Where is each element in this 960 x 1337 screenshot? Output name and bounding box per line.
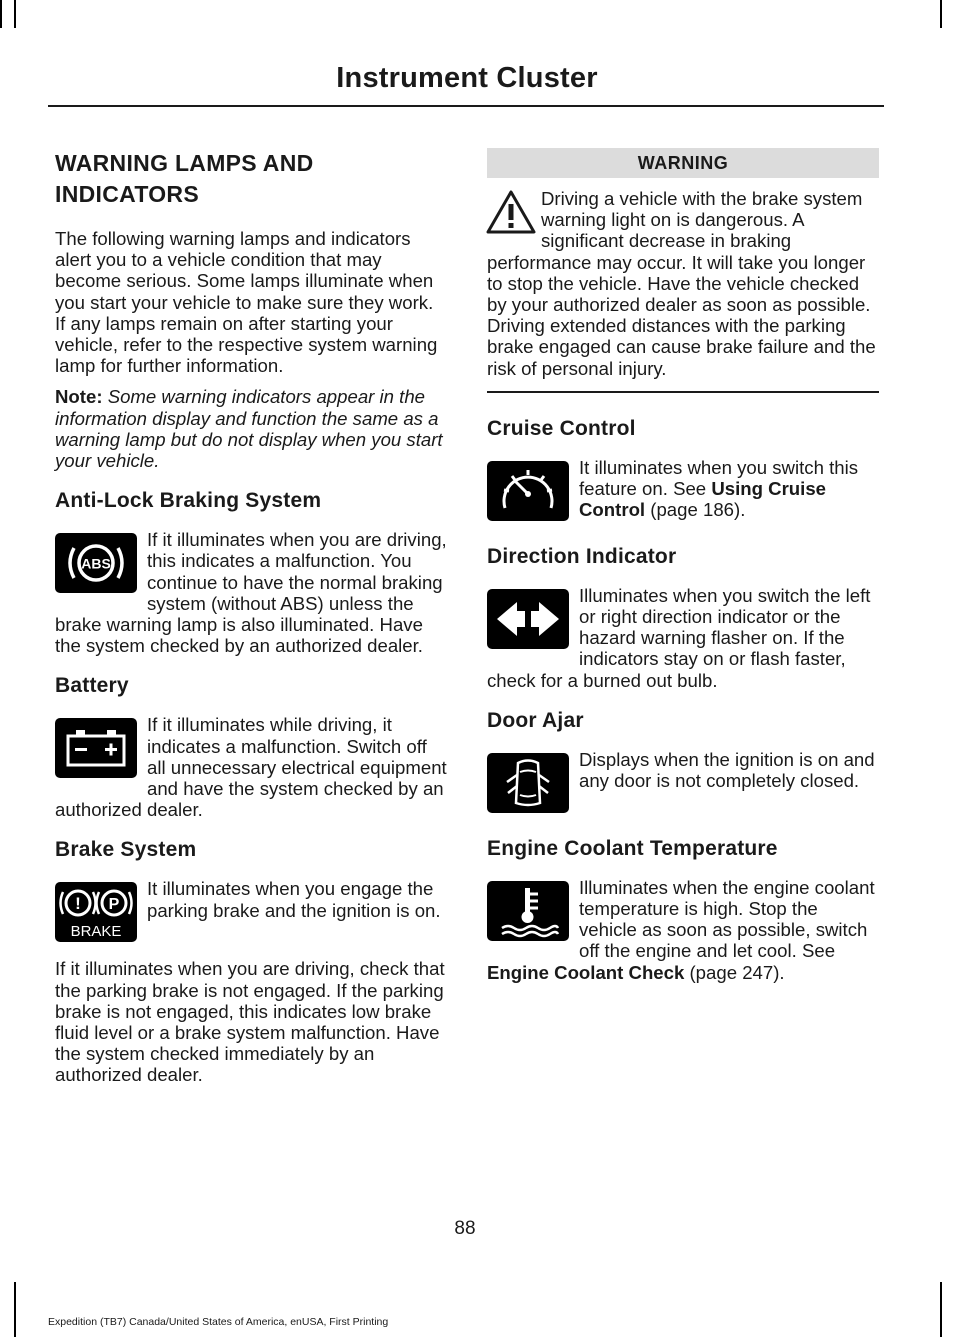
abs-icon-label: ABS	[81, 555, 111, 572]
brake-text-2: If it illuminates when you are driving, check that the parking brake is not engaged. If the parking brake is not engaged, this indicates low brake fluid level or a brake system malfunction. Have the system checked immediately by an authorized dealer.	[55, 958, 445, 1086]
warning-divider	[487, 391, 879, 393]
abs-text: If it illuminates when you are driving, this indicates a malfunction. You continue to have the normal braking system (without ABS) unless the brake warning lamp is also illuminated. Have the system checked by an authorized dealer.	[55, 529, 447, 657]
note-paragraph	[55, 386, 447, 471]
footer-text: Expedition (TB7) Canada/United States of America, enUSA, First Printing	[48, 1316, 389, 1328]
crop-mark	[14, 0, 16, 28]
warning-bar: WARNING	[487, 148, 879, 178]
intro-paragraph: The following warning lamps and indicators alert you to a vehicle condition that may become serious. Some lamps illuminate when you start your vehicle to make sure they work. If any lamps remain on after starting your vehicle, refer to the respective system warning lamp for further information.	[55, 228, 438, 377]
coolant-temperature-icon	[487, 881, 569, 941]
door-text: Displays when the ignition is on and any door is not completely closed.	[579, 748, 875, 792]
page-number: 88	[454, 1218, 476, 1239]
abs-entry	[55, 529, 447, 656]
battery-heading: Battery	[55, 674, 129, 698]
brake-heading: Brake System	[55, 838, 197, 862]
note-text: Some warning indicators appear in the information display and function the same as a warning lamp but do not display when you start your vehicle.	[55, 386, 443, 472]
cruise-text: It illuminates when you switch this feature on. See Using Cruise Control (page 186).	[579, 456, 859, 521]
coolant-heading: Engine Coolant Temperature	[487, 836, 778, 860]
crop-mark	[940, 0, 942, 28]
section-title: WARNING LAMPS AND INDICATORS	[55, 150, 314, 207]
brake-icon-label: BRAKE	[70, 923, 122, 941]
battery-entry	[55, 714, 447, 820]
left-column	[55, 140, 447, 1100]
coolant-entry	[487, 877, 879, 983]
brake-icon-p: P	[108, 896, 120, 914]
speedometer-icon	[487, 461, 569, 521]
brake-text-1: It illuminates when you engage the parking brake and the ignition is on.	[147, 878, 441, 921]
cruise-heading: Cruise Control	[487, 416, 636, 440]
right-column	[487, 140, 879, 997]
header-divider	[48, 105, 884, 107]
door-ajar-icon	[487, 753, 569, 813]
brake-entry	[55, 878, 447, 1085]
coolant-link[interactable]: Engine Coolant Check	[487, 961, 685, 983]
crop-mark	[940, 1282, 942, 1337]
note-label: Note:	[55, 386, 103, 408]
door-heading: Door Ajar	[487, 708, 584, 732]
brake-icon-exclamation: !	[75, 894, 81, 914]
crop-mark	[14, 1282, 16, 1337]
direction-heading: Direction Indicator	[487, 544, 677, 568]
coolant-text: Illuminates when the engine coolant temperature is high. Stop the vehicle as soon as possible, switch off the engine and let cool. See Engine Coolant Check (page 247).	[487, 876, 875, 983]
cruise-link[interactable]: Using Cruise Control	[579, 478, 827, 521]
warning-text: Driving a vehicle with the brake system warning light on is dangerous. A significant decrease in braking performance may occur. It will take you longer to stop the vehicle. Have the vehicle checked by your authorized dealer as soon as possible. Driving extended distances with the parking brake engaged can cause brake failure and the risk of personal injury.	[487, 188, 876, 379]
abs-warning-icon	[55, 533, 137, 593]
cruise-entry	[487, 457, 879, 527]
direction-text: Illuminates when you switch the left or right direction indicator or the hazard warning flasher on. If the indicators stay on or flash faster, check for a burned out bulb.	[487, 584, 871, 691]
page-header-title: Instrument Cluster	[336, 62, 598, 94]
abs-heading: Anti-Lock Braking System	[55, 489, 322, 513]
door-entry	[487, 749, 879, 819]
crop-mark	[0, 0, 2, 28]
brake-warning-icon	[55, 882, 137, 942]
turn-arrows-icon	[487, 589, 569, 649]
battery-icon	[55, 718, 137, 778]
battery-text: If it illuminates while driving, it indicates a malfunction. Switch off all unnecessary electrical equipment and have the system checked by an authorized dealer.	[55, 714, 447, 821]
warning-triangle-icon	[485, 188, 537, 238]
direction-entry	[487, 585, 879, 691]
